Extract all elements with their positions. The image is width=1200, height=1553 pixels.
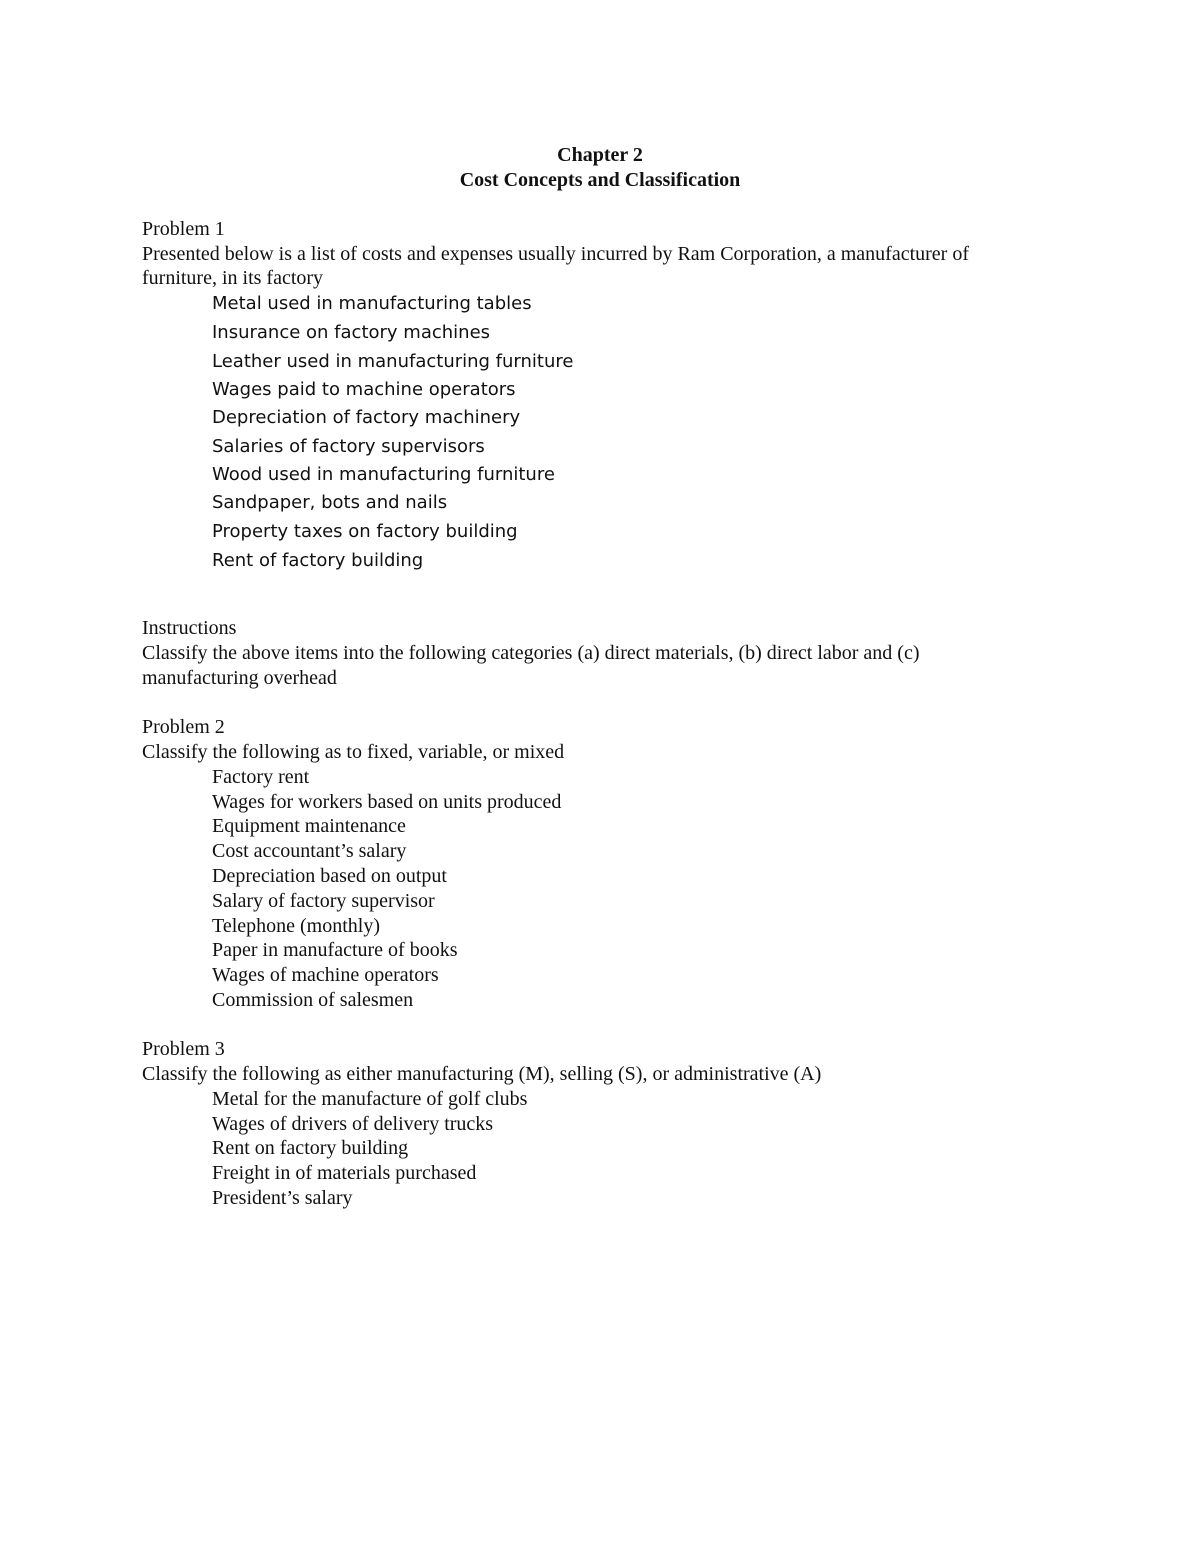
problem2-heading: Problem 2 <box>142 716 225 738</box>
instructions-line2: manufacturing overhead <box>142 667 337 689</box>
list-text: Depreciation based on output <box>212 865 447 887</box>
instructions-line1: Classify the above items into the following categories (a) direct materials, (b) direct labor and (c) <box>142 642 920 664</box>
list-text: Factory rent <box>212 766 310 788</box>
list-text: Wages for workers based on units produced <box>212 791 562 813</box>
list-text: Property taxes on factory building <box>212 521 518 542</box>
list-text: Commission of salesmen <box>212 989 414 1011</box>
list-text: Metal used in manufacturing tables <box>212 293 532 314</box>
list-text: Wood used in manufacturing furniture <box>212 464 555 485</box>
chapter-title: Cost Concepts and Classification <box>459 169 741 191</box>
list-text: Insurance on factory machines <box>212 322 491 343</box>
instructions-heading: Instructions <box>142 617 237 639</box>
list-text: Equipment maintenance <box>212 815 406 837</box>
list-text: Wages paid to machine operators <box>212 379 516 400</box>
list-text: President’s salary <box>212 1187 353 1209</box>
list-text: Rent of factory building <box>212 550 424 571</box>
chapter-number: Chapter 2 <box>557 144 643 166</box>
list-text: Wages of machine operators <box>212 964 439 986</box>
list-text: Telephone (monthly) <box>212 915 380 937</box>
list-text: Salaries of factory supervisors <box>212 436 485 457</box>
list-text: Depreciation of factory machinery <box>212 407 521 428</box>
problem1-intro-line2: furniture, in its factory <box>142 267 324 289</box>
list-text: Rent on factory building <box>212 1137 409 1159</box>
list-text: Metal for the manufacture of golf clubs <box>212 1088 528 1110</box>
list-text: Leather used in manufacturing furniture <box>212 351 574 372</box>
problem1-intro-line1: Presented below is a list of costs and expenses usually incurred by Ram Corporation, a manufacturer of <box>142 243 970 265</box>
list-text: Cost accountant’s salary <box>212 840 407 862</box>
problem3-heading: Problem 3 <box>142 1038 225 1060</box>
problem3-intro: Classify the following as either manufacturing (M), selling (S), or administrative (A) <box>142 1063 822 1085</box>
problem2-intro: Classify the following as to fixed, variable, or mixed <box>142 741 565 763</box>
list-text: Wages of drivers of delivery trucks <box>212 1113 494 1135</box>
list-text: Salary of factory supervisor <box>212 890 435 912</box>
problem1-heading: Problem 1 <box>142 218 225 240</box>
list-text: Paper in manufacture of books <box>212 939 458 961</box>
list-text: Sandpaper, bots and nails <box>212 492 448 513</box>
list-text: Freight in of materials purchased <box>212 1162 477 1184</box>
